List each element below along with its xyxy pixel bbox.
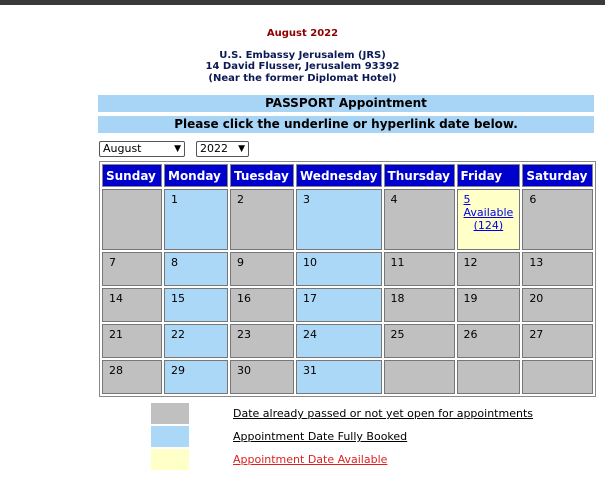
- embassy-address: 14 David Flusser, Jerusalem 93392: [205, 61, 400, 72]
- calendar-table: [99, 161, 596, 397]
- legend-swatch-available: [151, 449, 189, 470]
- legend-swatch-booked: [151, 426, 189, 447]
- day-number: 3: [303, 193, 310, 206]
- calendar-day-cell: [296, 360, 382, 394]
- month-select[interactable]: [99, 141, 185, 157]
- weekday-header: Sunday: [102, 164, 162, 187]
- calendar-day-cell: [384, 189, 455, 250]
- calendar-day-cell: [102, 288, 162, 322]
- calendar-day-cell: [230, 360, 294, 394]
- calendar-day-cell: [164, 288, 228, 322]
- day-number: 26: [463, 328, 478, 341]
- day-number: 13: [529, 256, 544, 269]
- day-number: 28: [109, 364, 123, 377]
- calendar-day-cell[interactable]: [457, 189, 521, 250]
- chevron-down-icon: ▼: [238, 144, 245, 154]
- year-select-value: 2022: [200, 142, 228, 155]
- calendar-day-cell: [102, 252, 162, 286]
- chevron-down-icon: ▼: [174, 144, 181, 154]
- calendar-week-row: [102, 324, 593, 358]
- calendar-week-row: [102, 360, 593, 394]
- available-date-link[interactable]: 5: [463, 193, 471, 206]
- day-number: 11: [390, 256, 405, 269]
- day-number: 8: [171, 256, 178, 269]
- weekday-header: Wednesday: [296, 164, 382, 187]
- day-number: 15: [171, 292, 185, 305]
- calendar-day-cell: [384, 324, 455, 358]
- calendar-week-row: [102, 189, 593, 250]
- calendar-week-row: [102, 288, 593, 322]
- calendar-day-cell: [230, 288, 294, 322]
- day-number: 21: [109, 328, 123, 341]
- legend-text-available: Appointment Date Available: [233, 453, 388, 466]
- calendar-day-cell: [296, 324, 382, 358]
- calendar-day-cell: [296, 288, 382, 322]
- calendar-day-cell: [522, 324, 593, 358]
- calendar-day-cell: [384, 252, 455, 286]
- day-number: 12: [463, 256, 478, 269]
- calendar-day-cell: [102, 324, 162, 358]
- calendar-week-row: [102, 252, 593, 286]
- calendar-day-cell: [230, 189, 294, 250]
- legend-text-passed: Date already passed or not yet open for appointments: [233, 407, 533, 420]
- calendar-day-cell: [522, 360, 593, 394]
- day-number: 22: [171, 328, 185, 341]
- calendar-day-cell: [230, 324, 294, 358]
- available-label-link[interactable]: Available: [463, 206, 514, 219]
- calendar-day-cell: [296, 252, 382, 286]
- day-number: 30: [237, 364, 251, 377]
- weekday-header-row: [102, 164, 593, 187]
- day-number: 29: [171, 364, 185, 377]
- calendar-day-cell: [164, 324, 228, 358]
- calendar-day-cell: [384, 288, 455, 322]
- day-number: 7: [109, 256, 116, 269]
- day-number: 1: [171, 193, 178, 206]
- day-number: 10: [303, 256, 317, 269]
- calendar-day-cell: [164, 189, 228, 250]
- day-number: 31: [303, 364, 317, 377]
- day-number: 18: [390, 292, 405, 305]
- day-number: 27: [529, 328, 544, 341]
- calendar-day-cell: [457, 360, 521, 394]
- available-count-link[interactable]: (124): [473, 219, 504, 232]
- embassy-address-note: (Near the former Diplomat Hotel): [208, 73, 397, 84]
- calendar-day-cell: [522, 189, 593, 250]
- legend-swatch-passed: [151, 403, 189, 424]
- day-number: 14: [109, 292, 123, 305]
- calendar-day-cell: [164, 360, 228, 394]
- weekday-header: Tuesday: [230, 164, 294, 187]
- day-number: 20: [529, 292, 544, 305]
- calendar-day-cell: [230, 252, 294, 286]
- instruction-text: Please click the underline or hyperlink date below.: [98, 116, 594, 133]
- weekday-header: Saturday: [522, 164, 593, 187]
- day-number: 23: [237, 328, 251, 341]
- day-number: 19: [463, 292, 478, 305]
- day-number: 9: [237, 256, 244, 269]
- day-number: 6: [529, 193, 537, 206]
- legend-text-booked: Appointment Date Fully Booked: [233, 430, 408, 443]
- year-select[interactable]: [196, 141, 249, 157]
- weekday-header: Thursday: [384, 164, 455, 187]
- day-number: 25: [390, 328, 405, 341]
- calendar-day-cell: [522, 288, 593, 322]
- calendar-day-cell: [457, 252, 521, 286]
- calendar-day-cell: [296, 189, 382, 250]
- month-select-value: August: [103, 142, 142, 155]
- day-number: 2: [237, 193, 244, 206]
- calendar-day-cell: [102, 360, 162, 394]
- day-number: 4: [390, 193, 398, 206]
- weekday-header: Friday: [457, 164, 521, 187]
- page-title: PASSPORT Appointment: [98, 95, 594, 112]
- calendar-day-cell: [384, 360, 455, 394]
- day-number: 17: [303, 292, 317, 305]
- weekday-header: Monday: [164, 164, 228, 187]
- calendar-day-cell: [522, 252, 593, 286]
- embassy-name: U.S. Embassy Jerusalem (JRS): [219, 50, 386, 61]
- top-bar: [0, 0, 605, 5]
- month-title: August 2022: [266, 28, 339, 39]
- calendar-day-cell: [457, 324, 521, 358]
- calendar-day-cell: [102, 189, 162, 250]
- day-number: 16: [237, 292, 251, 305]
- calendar-day-cell: [457, 288, 521, 322]
- calendar-day-cell: [164, 252, 228, 286]
- day-number: 24: [303, 328, 317, 341]
